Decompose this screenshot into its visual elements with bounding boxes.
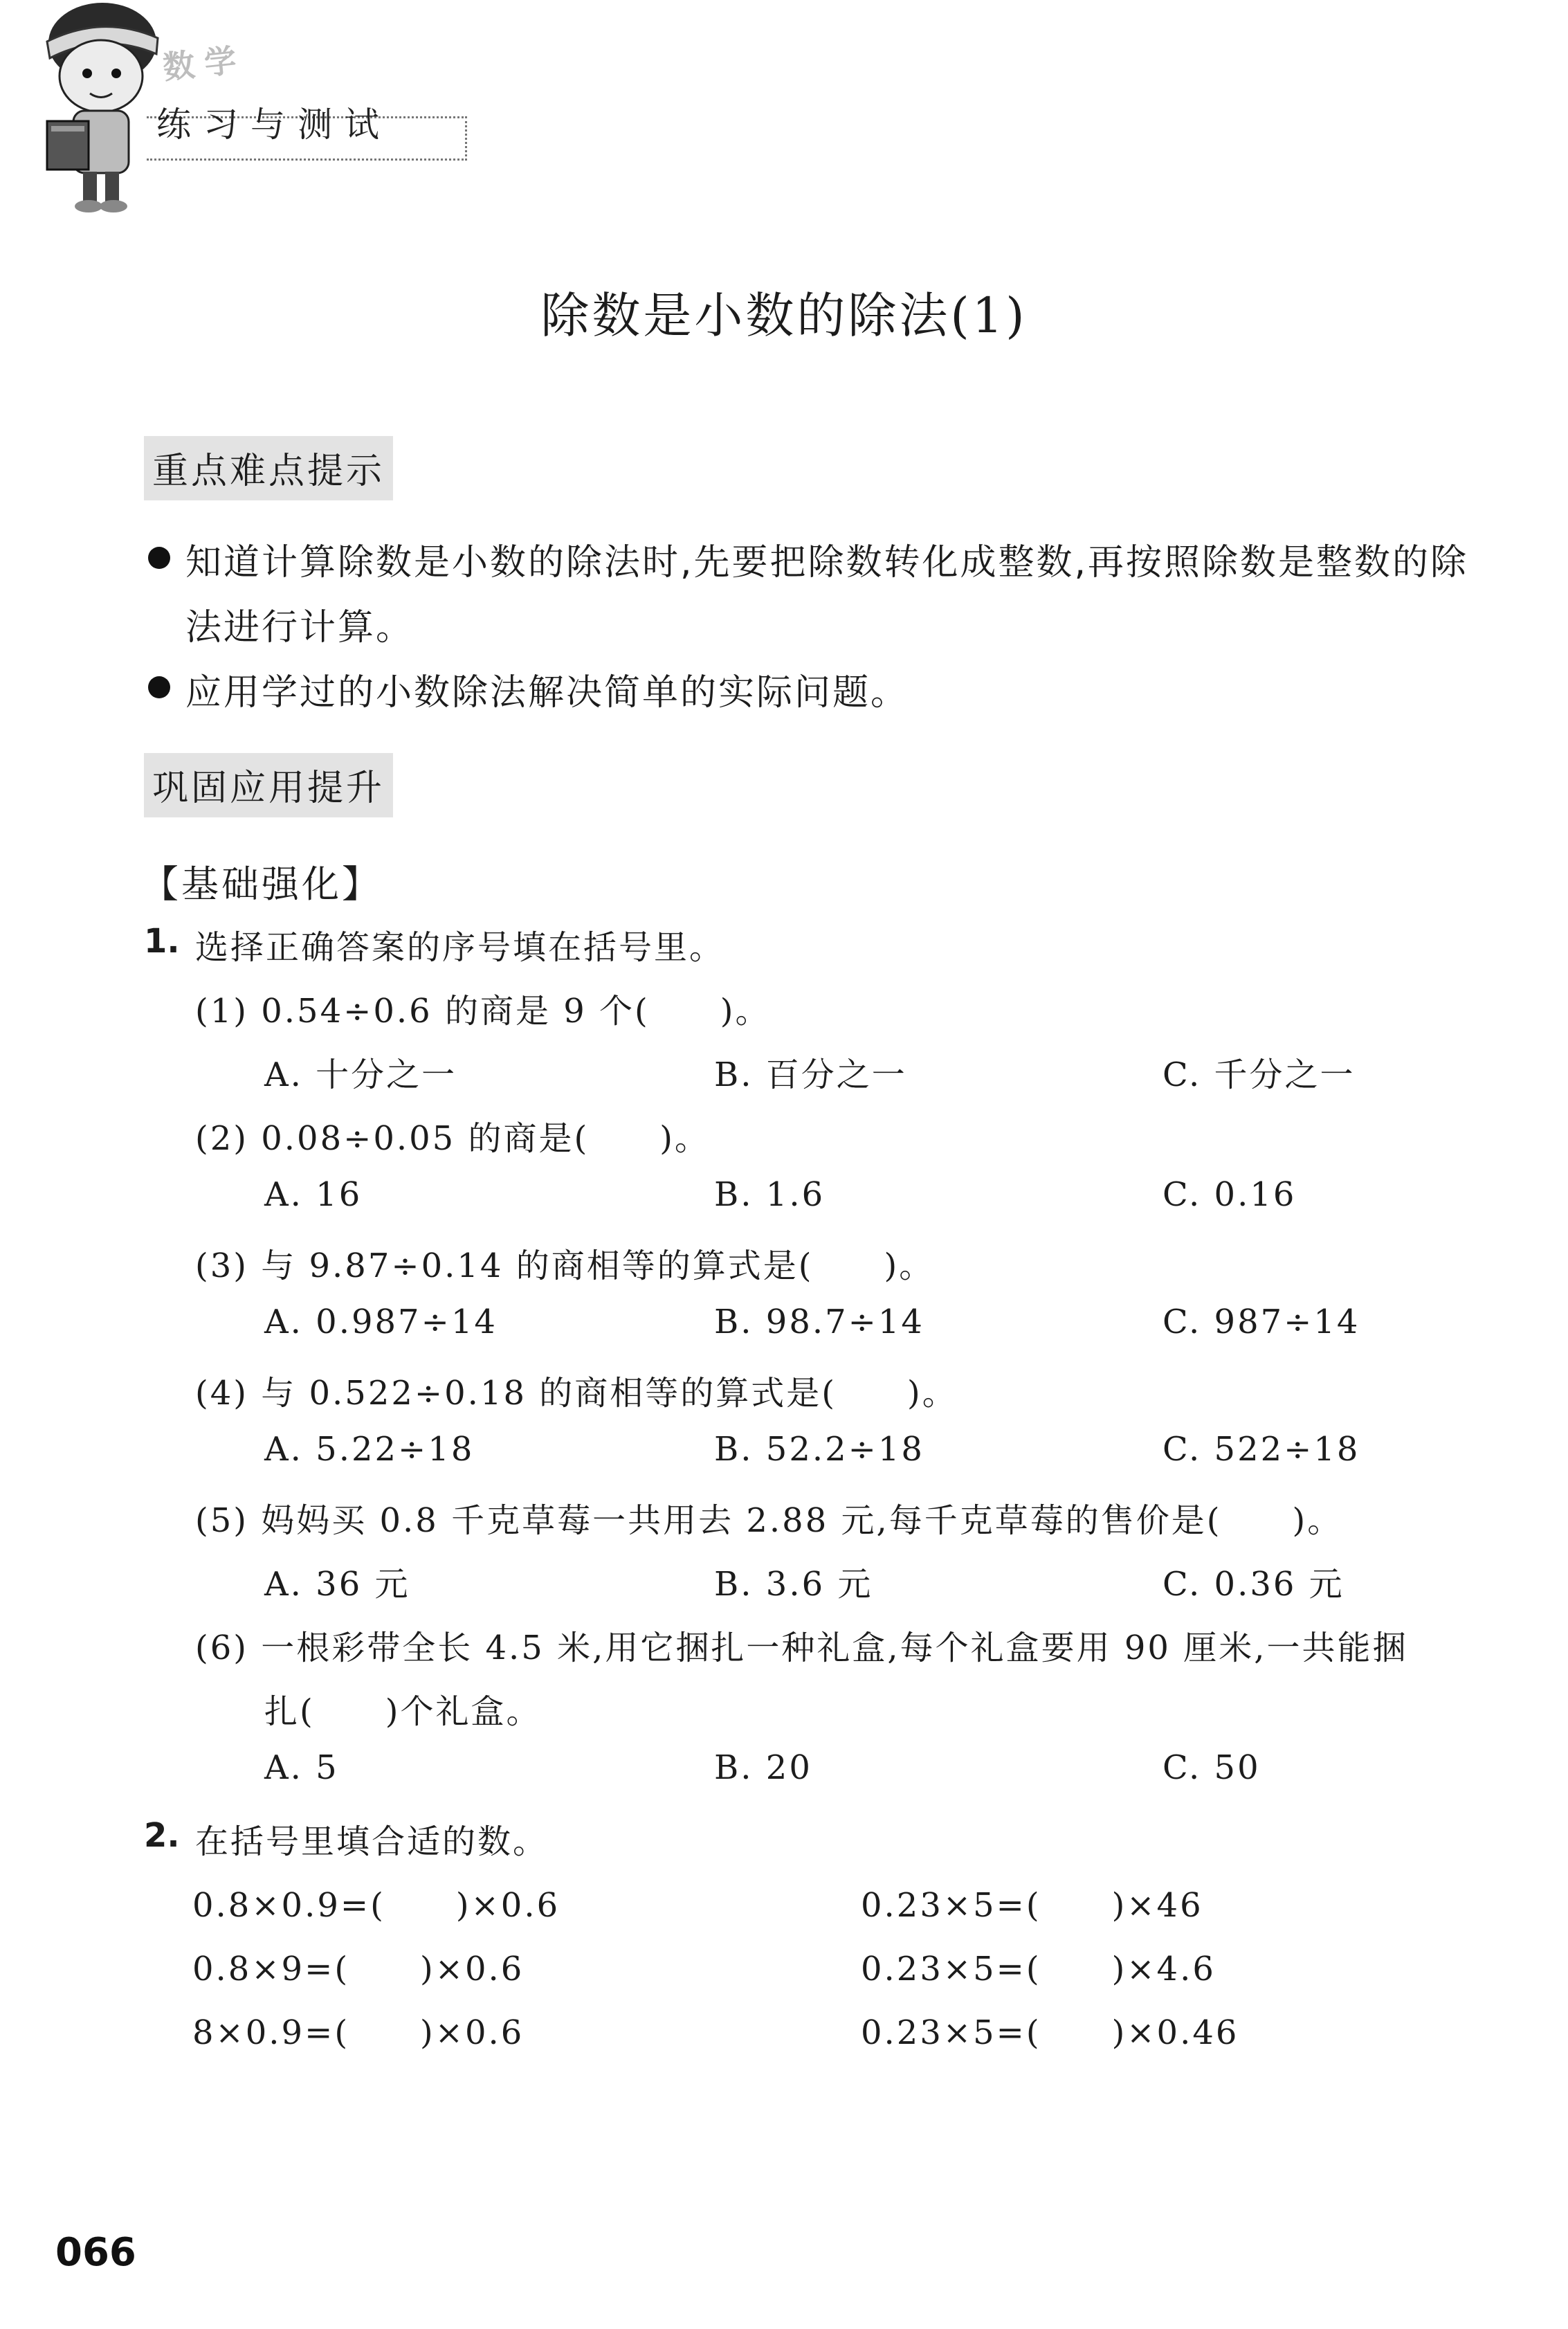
question-1-number: 1.	[144, 922, 180, 961]
q1-item-6-option-c: C. 50	[1163, 1748, 1261, 1787]
book-title: 练习与测试	[156, 105, 392, 145]
question-2-number: 2.	[144, 1816, 180, 1855]
subsection-heading: 【基础强化】	[141, 862, 382, 906]
question-2-stem: 在括号里填合适的数。	[195, 1822, 549, 1861]
key-point-1-line2: 法进行计算。	[185, 607, 414, 649]
q1-item-2-stem: (2) 0.08÷0.05 的商是( )。	[195, 1119, 710, 1158]
q1-item-2-option-c: C. 0.16	[1163, 1175, 1297, 1214]
question-1-stem: 选择正确答案的序号填在括号里。	[195, 928, 725, 967]
q2-left-1: 0.8×0.9=( )×0.6	[192, 1886, 560, 1925]
q1-item-1-option-c: C. 千分之一	[1163, 1055, 1356, 1094]
q1-item-4-stem: (4) 与 0.522÷0.18 的商相等的算式是( )。	[195, 1374, 958, 1413]
bullet-icon	[148, 547, 170, 569]
q1-item-3-stem: (3) 与 9.87÷0.14 的商相等的算式是( )。	[195, 1247, 935, 1285]
q2-right-2: 0.23×5=( )×4.6	[861, 1950, 1216, 1988]
q1-item-4-option-c: C. 522÷18	[1163, 1430, 1360, 1469]
q1-item-6-stem-line2: 扎( )个礼盒。	[264, 1692, 542, 1731]
q1-item-3-option-b: B. 98.7÷14	[714, 1303, 924, 1341]
q1-item-2-option-a: A. 16	[264, 1175, 363, 1214]
q1-item-5-option-a: A. 36 元	[264, 1565, 410, 1604]
key-point-2: 应用学过的小数除法解决简单的实际问题。	[185, 672, 909, 714]
q1-item-5-option-c: C. 0.36 元	[1163, 1565, 1344, 1604]
page-number: 066	[55, 2230, 136, 2275]
q1-item-5-stem: (5) 妈妈买 0.8 千克草莓一共用去 2.88 元,每千克草莓的售价是( )。	[195, 1501, 1343, 1540]
section-heading-practice: 巩固应用提升	[144, 753, 393, 817]
subject-label: 数学	[161, 40, 248, 87]
q1-item-6-stem: (6) 一根彩带全长 4.5 米,用它捆扎一种礼盒,每个礼盒要用 90 厘米,一共能捆	[195, 1629, 1408, 1667]
q2-left-2: 0.8×9=( )×0.6	[192, 1950, 525, 1988]
q1-item-1-option-b: B. 百分之一	[714, 1055, 907, 1094]
q1-item-1-option-a: A. 十分之一	[264, 1055, 457, 1094]
q1-item-3-option-c: C. 987÷14	[1163, 1303, 1360, 1341]
q2-right-3: 0.23×5=( )×0.46	[861, 2013, 1239, 2052]
key-point-1-line1: 知道计算除数是小数的除法时,先要把除数转化成整数,再按照除数是整数的除	[185, 542, 1469, 583]
section-heading-key-points: 重点难点提示	[144, 436, 393, 500]
q1-item-4-option-a: A. 5.22÷18	[264, 1430, 475, 1469]
q1-item-4-option-b: B. 52.2÷18	[714, 1430, 924, 1469]
q1-item-6-option-a: A. 5	[264, 1748, 339, 1787]
q1-item-6-option-b: B. 20	[714, 1748, 812, 1787]
q2-right-1: 0.23×5=( )×46	[861, 1886, 1203, 1925]
q2-left-3: 8×0.9=( )×0.6	[192, 2013, 525, 2052]
q1-item-3-option-a: A. 0.987÷14	[264, 1303, 498, 1341]
page-title: 除数是小数的除法(1)	[540, 287, 1028, 344]
q1-item-5-option-b: B. 3.6 元	[714, 1565, 873, 1604]
q1-item-1-stem: (1) 0.54÷0.6 的商是 9 个( )。	[195, 992, 771, 1031]
mascot-illustration	[19, 0, 179, 218]
bullet-icon	[148, 676, 170, 698]
q1-item-2-option-b: B. 1.6	[714, 1175, 826, 1214]
